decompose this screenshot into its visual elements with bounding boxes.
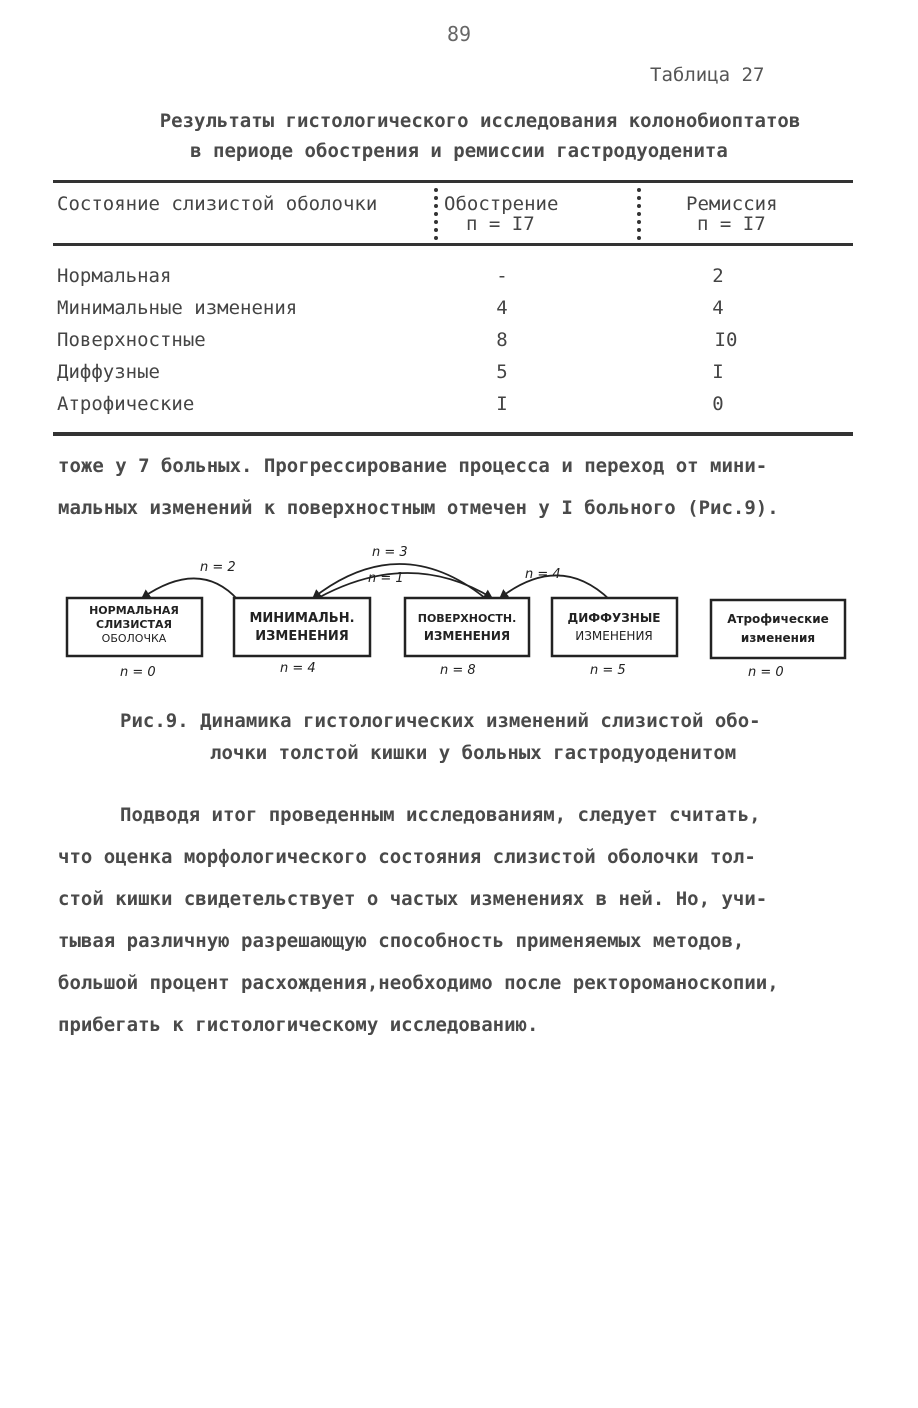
table-header-rule [53, 243, 853, 246]
text-line-2: мальных изменений к поверхностным отмечен у I больного (Рис.9). [58, 497, 779, 519]
box-atrophic-line-2: изменения [740, 631, 816, 645]
arrow-minimal-to-superficial [318, 573, 492, 598]
conclusion-line-2: что оценка морфологического состояния слизистой оболочки тол- [58, 846, 756, 868]
header-remission: Ремиссия [686, 193, 778, 215]
row-label-superficial: Поверхностные [57, 329, 206, 351]
table-title-line-2: в периоде обострения и ремиссии гастродуоденита [190, 140, 728, 162]
page-number: 89 [446, 22, 472, 46]
conclusion-line-6: прибегать к гистологическому исследованию. [58, 1014, 539, 1036]
conclusion-line-4: тывая различную разрешающую способность применяемых методов, [58, 930, 745, 952]
header-exacerbation-n: п = I7 [466, 213, 535, 235]
cell-remission-atrophic: 0 [712, 393, 724, 415]
header-remission-n: п = I7 [697, 213, 766, 235]
table-number: Таблица 27 [650, 64, 765, 86]
box-diffuse-line-2: ИЗМЕНЕНИЯ [575, 629, 653, 643]
cell-exacerbation-diffuse: 5 [496, 361, 508, 383]
row-label-diffuse: Диффузные [57, 361, 160, 383]
box-minimal-line-2: ИЗМЕНЕНИЯ [255, 629, 349, 644]
box-diffuse-line-1: ДИФФУЗНЫЕ [567, 611, 661, 625]
cell-remission-superficial: I0 [714, 329, 738, 351]
box-superficial-line-1: ПОВЕРХНОСТН. [417, 612, 517, 625]
conclusion-line-1: Подводя итог проведенным исследованиям, следует считать, [120, 804, 761, 826]
box-atrophic-line-1: Атрофические [727, 612, 829, 626]
box-normal-line-1: НОРМАЛЬНАЯ [89, 604, 179, 617]
arrow-label-n4: n = 4 [525, 567, 561, 582]
header-state: Состояние слизистой оболочки [57, 193, 378, 215]
table-bottom-rule [53, 432, 853, 436]
arrow-label-n3: n = 3 [372, 545, 408, 560]
box-superficial-count: n = 8 [440, 663, 476, 678]
cell-remission-minimal: 4 [712, 297, 724, 319]
conclusion-line-3: стой кишки свидетельствует о частых изменениях в ней. Но, учи- [58, 888, 768, 910]
table-top-rule [53, 180, 853, 183]
box-minimal-count: n = 4 [280, 661, 316, 676]
box-atrophic-changes [711, 600, 845, 658]
table-title-line-1: Результаты гистологического исследования колонобиоптатов [159, 110, 801, 132]
figure-caption-line-1: Рис.9. Динамика гистологических изменений слизистой обо- [120, 710, 761, 732]
box-minimal-changes [234, 598, 370, 656]
figure-caption-line-2: лочки толстой кишки у больных гастродуоденитом [210, 742, 737, 764]
row-label-normal: Нормальная [57, 265, 172, 287]
box-diffuse-changes [552, 598, 677, 656]
box-diffuse-count: n = 5 [590, 663, 626, 678]
box-normal-line-2: СЛИЗИСТАЯ [96, 618, 172, 631]
conclusion-line-5: большой процент расхождения,необходимо после ректороманоскопии, [58, 972, 779, 994]
cell-exacerbation-atrophic: I [496, 393, 508, 415]
cell-exacerbation-minimal: 4 [496, 297, 508, 319]
cell-remission-normal: 2 [712, 265, 724, 287]
row-label-minimal: Минимальные изменения [57, 297, 298, 319]
box-normal-line-3: ОБОЛОЧКА [101, 632, 167, 645]
dynamics-diagram [0, 530, 918, 690]
cell-exacerbation-superficial: 8 [496, 329, 508, 351]
text-line-1: тоже у 7 больных. Прогрессирование процесса и переход от мини- [58, 455, 768, 477]
row-label-atrophic: Атрофические [57, 393, 195, 415]
box-atrophic-count: n = 0 [748, 665, 784, 680]
box-superficial-changes [405, 598, 529, 656]
box-superficial-line-2: ИЗМЕНЕНИЯ [423, 629, 511, 643]
arrow-label-n1: n = 1 [368, 571, 404, 586]
box-normal-count: n = 0 [120, 665, 156, 680]
arrow-label-n2: n = 2 [200, 560, 236, 575]
box-minimal-line-1: МИНИМАЛЬН. [249, 611, 355, 626]
cell-remission-diffuse: I [712, 361, 724, 383]
column-divider-1 [434, 188, 442, 240]
header-exacerbation: Обострение [444, 193, 559, 215]
column-divider-2 [637, 188, 645, 240]
cell-exacerbation-normal: - [496, 265, 508, 287]
